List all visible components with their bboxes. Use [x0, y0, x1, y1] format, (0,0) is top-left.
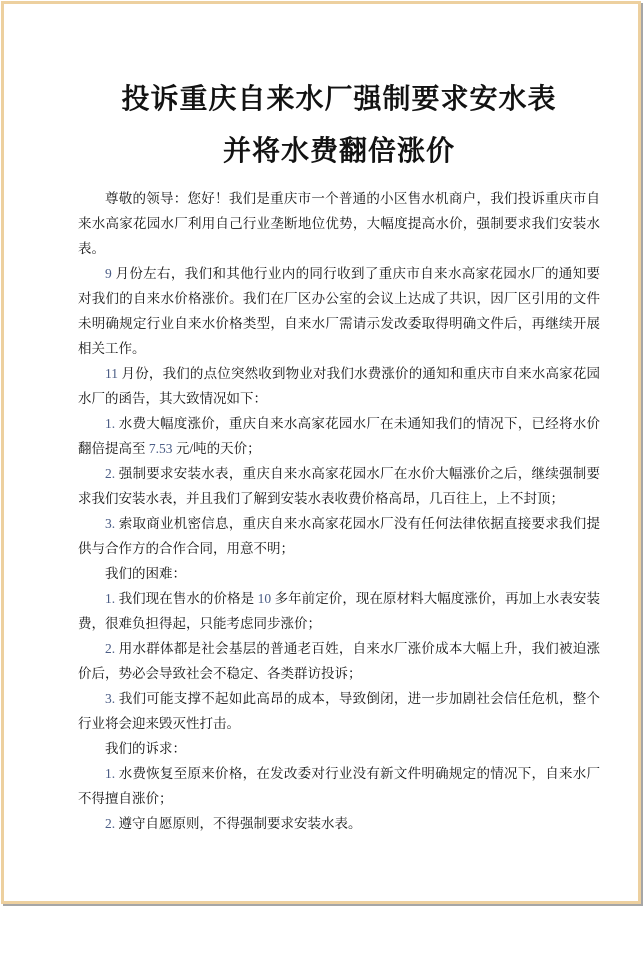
text-run: 多年前定价，现在原材料大幅度涨价，再加上水表安装费，很难负担得起，只能考虑同步涨价；: [78, 591, 600, 631]
paragraph: [78, 636, 600, 686]
paragraph: [78, 561, 600, 586]
numeral-run: 1.: [105, 766, 116, 781]
text-run: 遵守自愿原则，不得强制要求安装水表。: [115, 816, 362, 831]
text-run: 索取商业机密信息，重庆自来水高家花园水厂没有任何法律依据直接要求我们提供与合作方的合作合同，用意不明；: [78, 516, 600, 556]
text-run: 强制要求安装水表，重庆自来水高家花园水厂在水价大幅涨价之后，继续强制要求我们安装水表，并且我们了解到安装水表收费价格高昂，几百往上，上不封顶；: [78, 466, 600, 506]
numeral-run: 2.: [105, 816, 116, 831]
text-run: 水费大幅度涨价，重庆自来水高家花园水厂在未通知我们的情况下，已经将水价翻倍提高至: [78, 416, 600, 456]
document-page: [1, 1, 641, 904]
text-run: 月份左右，我们和其他行业内的同行收到了重庆市自来水高家花园水厂的通知要对我们的自来水价格涨价。我们在厂区办公室的会议上达成了共识，因厂区引用的文件未明确规定行业自来水价格类型，自来水厂需请示发改委取得明确文件后，再继续开展相关工作。: [78, 266, 600, 356]
text-run: 我们的诉求：: [105, 741, 186, 756]
numeral-run: 2.: [105, 641, 116, 656]
numeral-run: 9: [105, 266, 112, 281]
paragraph: [78, 761, 600, 811]
text-run: 我们可能支撑不起如此高昂的成本，导致倒闭，进一步加剧社会信任危机，整个行业将会迎来毁灭性打击。: [78, 691, 600, 731]
paragraph: [78, 461, 600, 511]
text-run: 我们现在售水的价格是: [115, 591, 258, 606]
numeral-run: 10: [257, 591, 272, 606]
numeral-run: 3.: [105, 516, 116, 531]
text-run: 元/吨的天价；: [172, 441, 261, 456]
title-line-2: 并将水费翻倍涨价: [222, 136, 455, 167]
document-content: [4, 74, 638, 971]
paragraph: [78, 411, 600, 461]
numeral-run: 1.: [105, 416, 116, 431]
paragraph: [78, 361, 600, 411]
text-run: 尊敬的领导：您好！我们是重庆市一个普通的小区售水机商户，我们投诉重庆市自来水高家花园水厂利用自己行业垄断地位优势，大幅度提高水价，强制要求我们安装水表。: [78, 191, 600, 256]
text-run: 水费恢复至原来价格，在发改委对行业没有新文件明确规定的情况下，自来水厂不得擅自涨价；: [78, 766, 600, 806]
numeral-run: 11: [105, 366, 118, 381]
text-run: 月份，我们的点位突然收到物业对我们水费涨价的通知和重庆市自来水高家花园水厂的函告，其大致情况如下：: [78, 366, 600, 406]
paragraph: [78, 186, 600, 261]
paragraph: [78, 811, 600, 836]
document-title: [78, 74, 600, 178]
text-run: 我们的困难：: [105, 566, 186, 581]
numeral-run: 3.: [105, 691, 116, 706]
title-line-1: 投诉重庆自来水厂强制要求安水表: [121, 84, 557, 115]
paragraph: [78, 686, 600, 736]
paragraph: [78, 586, 600, 636]
paragraph: [78, 736, 600, 761]
numeral-run: 7.53: [148, 441, 173, 456]
document-body: [78, 186, 600, 836]
text-run: 用水群体都是社会基层的普通老百姓，自来水厂涨价成本大幅上升，我们被迫涨价后，势必会导致社会不稳定、各类群访投诉；: [78, 641, 600, 681]
numeral-run: 1.: [105, 591, 116, 606]
numeral-run: 2.: [105, 466, 116, 481]
paragraph: [78, 511, 600, 561]
paragraph: [78, 261, 600, 361]
